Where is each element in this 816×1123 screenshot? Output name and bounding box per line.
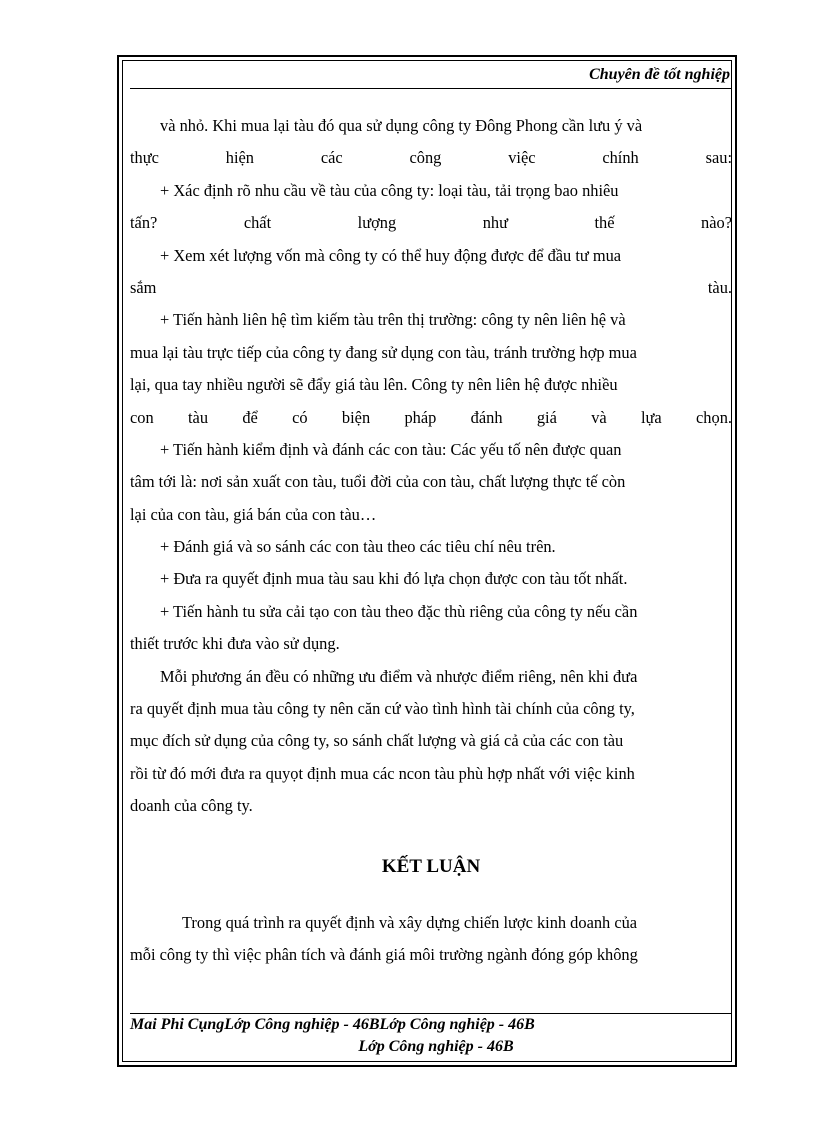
text-line: tấn? chất lượng như thế nào? — [130, 213, 732, 233]
text-line: Mỗi phương án đều có những ưu điểm và nhược điểm riêng, nên khi đưa — [160, 666, 638, 686]
text-line: doanh của công ty. — [130, 796, 253, 816]
footer-line-1: Mai Phi CụngLớp Công nghiệp - 46BLớp Công nghiệp - 46B — [130, 1016, 535, 1033]
text-line: + Tiến hành tu sửa cải tạo con tàu theo đặc thù riêng của công ty nếu cần — [160, 601, 638, 621]
text-line: con tàu để có biện pháp đánh giá và lựa chọn. — [130, 407, 732, 427]
text-line: mỗi công ty thì việc phân tích và đánh giá môi trường ngành đóng góp không — [130, 944, 638, 964]
text-line: và nhỏ. Khi mua lại tàu đó qua sử dụng công ty Đông Phong cần lưu ý và — [160, 116, 643, 135]
text-line: + Xem xét lượng vốn mà công ty có thể huy động được để đầu tư mua — [160, 245, 622, 265]
text-line: + Đưa ra quyết định mua tàu sau khi đó lựa chọn được con tàu tốt nhất. — [160, 569, 628, 589]
text-line: + Đánh giá và so sánh các con tàu theo các tiêu chí nêu trên. — [160, 537, 556, 557]
document-body — [130, 110, 732, 971]
text-line: ra quyết định mua tàu công ty nên căn cứ vào tình hình tài chính của công ty, — [130, 699, 635, 719]
text-line: sắm tàu. — [130, 277, 732, 297]
text-line: thực hiện các công việc chính sau: — [130, 148, 732, 168]
text-line: mục đích sử dụng của công ty, so sánh chất lượng và giá cả của các con tàu — [130, 731, 624, 751]
text-line: mua lại tàu trực tiếp của công ty đang sử dụng con tàu, tránh trường hợp mua — [130, 342, 637, 362]
conclusion-heading: KẾT LUẬN — [381, 855, 481, 877]
text-line: + Xác định rõ nhu cầu về tàu của công ty: loại tàu, tải trọng bao nhiêu — [160, 180, 619, 200]
text-line: thiết trước khi đưa vào sử dụng. — [130, 634, 340, 654]
text-line: lại của con tàu, giá bán của con tàu… — [130, 504, 377, 524]
text-line: + Tiến hành kiểm định và đánh các con tàu: Các yếu tố nên được quan — [160, 439, 622, 459]
header-title: Chuyên đề tốt nghiệp — [589, 66, 730, 83]
page-header — [130, 64, 732, 89]
text-line: rồi từ đó mới đưa ra quyọt định mua các ncon tàu phù hợp nhất với việc kinh — [130, 763, 635, 783]
text-line: tâm tới là: nơi sản xuất con tàu, tuổi đời của con tàu, chất lượng thực tế còn — [130, 472, 626, 492]
text-line: lại, qua tay nhiều người sẽ đẩy giá tàu lên. Công ty nên liên hệ được nhiều — [130, 375, 618, 395]
text-line: Trong quá trình ra quyết định và xây dựng chiến lược kinh doanh của — [182, 912, 638, 932]
text-line: + Tiến hành liên hệ tìm kiếm tàu trên thị trường: công ty nên liên hệ và — [160, 310, 626, 330]
page-footer — [130, 1013, 732, 1058]
footer-line-2: Lớp Công nghiệp - 46B — [358, 1038, 514, 1055]
